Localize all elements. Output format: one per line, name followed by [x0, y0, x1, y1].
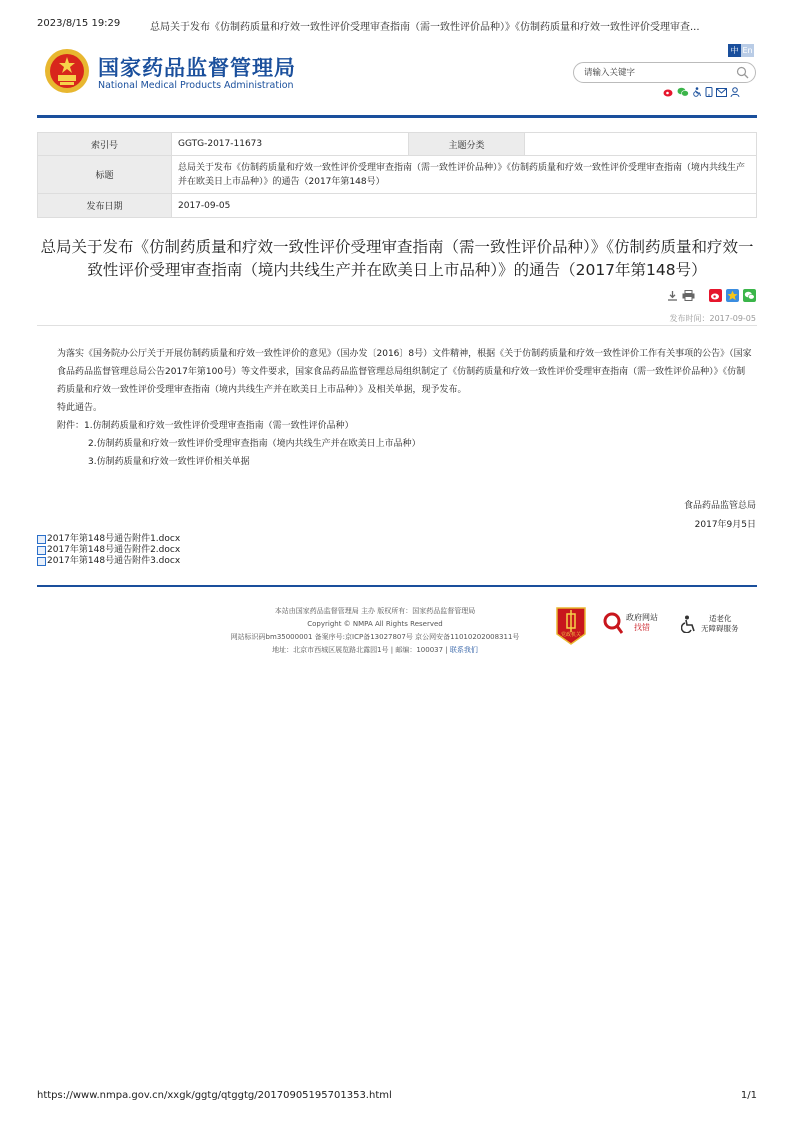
gov-badge-line1: 政府网站: [626, 613, 658, 622]
attachment-item: 2.仿制药质量和疗效一致性评价受理审查指南（境内共线生产并在欧美日上市品种）: [88, 439, 421, 449]
file-link[interactable]: 2017年第148号通告附件2.docx: [47, 545, 181, 555]
title-value: 总局关于发布《仿制药质量和疗效一致性评价受理审查指南（需一致性评价品种）》《仿制药质量和疗效一致性评价受理审查指南（境内共线生产并在欧美日上市品种）》的通告（2017年第148号）: [172, 156, 757, 194]
file-link[interactable]: 2017年第148号通告附件1.docx: [47, 534, 181, 544]
date-value: 2017-09-05: [172, 194, 757, 218]
gov-badge-text: [626, 613, 658, 633]
mail-icon[interactable]: [716, 88, 727, 97]
body-paragraph: 特此通告。: [57, 403, 103, 413]
footer-divider: [37, 585, 757, 587]
index-label: 索引号: [38, 133, 172, 156]
weibo-share-icon[interactable]: [709, 289, 722, 302]
print-page-title: 总局关于发布《仿制药质量和疗效一致性评价受理审查指南（需一致性评价品种）》《仿制药质量和疗效一致性评价受理审查...: [150, 22, 700, 33]
gov-site-report-badge[interactable]: [603, 612, 658, 634]
lang-en-button[interactable]: En: [742, 46, 753, 55]
file-link[interactable]: 2017年第148号通告附件3.docx: [47, 556, 181, 566]
footer-address: 地址：北京市西城区展览路北露园1号 | 邮编：100037 |: [272, 646, 448, 654]
signer: 食品药品监管总局: [683, 501, 756, 511]
category-value: [525, 133, 757, 156]
attachment-item: 附件：1.仿制药质量和疗效一致性评价受理审查指南（需一致性评价品种）: [57, 421, 354, 431]
metadata-table: [37, 132, 757, 218]
lang-zh-button[interactable]: 中: [728, 44, 741, 57]
footer-line: 本站由国家药品监督管理局 主办 版权所有：国家药品监督管理局: [274, 607, 476, 615]
accessibility-badge-text: [701, 614, 739, 634]
publish-time: 发布时间：2017-09-05: [669, 314, 756, 323]
download-icon[interactable]: [667, 290, 678, 301]
wechat-icon[interactable]: [677, 87, 689, 97]
user-icon[interactable]: [730, 87, 740, 97]
accessibility-icon[interactable]: [692, 87, 702, 97]
list-item[interactable]: [37, 545, 180, 556]
body-paragraph: 为落实《国务院办公厅关于开展仿制药质量和疗效一致性评价的意见》（国办发〔2016〕8号）文件精神，根据《关于仿制药质量和疗效一致性评价工作有关事项的公告》（国家食品药品监督管理总局公告2017年第100号）等文件要求，国家食品药品监督管理总局组织制定了《仿制药质量和疗效一致性评价受理审查指南（需一致性评价品种）》《仿制药质量和疗效一致性评价受理审查指南（境内共线生产并在欧美日上市品种）》及相关单据，现予发布。: [57, 349, 752, 395]
list-item[interactable]: [37, 556, 180, 567]
print-footer: [37, 1090, 757, 1101]
article-tools: [667, 289, 756, 302]
party-badge-icon: [555, 606, 587, 646]
magnifier-icon: [603, 612, 623, 634]
footer-info: [200, 605, 550, 657]
accessibility-line1: 适老化: [709, 614, 732, 623]
print-icon[interactable]: [682, 290, 695, 301]
search-icon[interactable]: [736, 66, 749, 79]
title-label: 标题: [38, 156, 172, 194]
contact-link[interactable]: 联系我们: [449, 646, 478, 654]
footer-line: [200, 644, 550, 657]
mobile-icon[interactable]: [705, 87, 713, 97]
qzone-share-icon[interactable]: [726, 289, 739, 302]
wheelchair-icon: [681, 615, 697, 633]
site-name-en: National Medical Products Administration: [98, 80, 294, 91]
language-switch: [728, 44, 754, 57]
article-body: [37, 345, 753, 471]
print-datetime: 2023/8/15 19:29: [37, 18, 121, 29]
category-label: 主题分类: [409, 133, 525, 156]
doc-file-icon: [37, 557, 46, 566]
date-label: 发布日期: [38, 194, 172, 218]
search-box: [573, 62, 756, 83]
sign-date: 2017年9月5日: [694, 520, 756, 530]
wechat-share-icon[interactable]: [743, 289, 756, 302]
article-divider: [37, 325, 757, 326]
file-list: [37, 534, 180, 567]
list-item[interactable]: [37, 534, 180, 545]
attachment-item: 3.仿制药质量和疗效一致性评价相关单据: [88, 457, 250, 467]
gov-badge-line2: 找错: [634, 623, 650, 632]
header-divider: [37, 115, 757, 118]
header-toolbar: [663, 87, 740, 97]
site-name-cn[interactable]: 国家药品监督管理局: [98, 56, 296, 80]
footer-line: Copyright © NMPA All Rights Reserved: [307, 620, 443, 628]
party-org-badge[interactable]: [555, 606, 587, 650]
doc-file-icon: [37, 546, 46, 555]
weibo-icon[interactable]: [663, 87, 674, 97]
article-title: 总局关于发布《仿制药质量和疗效一致性评价受理审查指南（需一致性评价品种）》《仿制药质量和疗效一致性评价受理审查指南（境内共线生产并在欧美日上市品种）》的通告（2017年第148号）: [40, 238, 754, 279]
table-row: [38, 194, 757, 218]
table-row: [38, 156, 757, 194]
table-row: [38, 133, 757, 156]
search-input[interactable]: [584, 65, 734, 80]
index-value: GGTG-2017-11673: [172, 133, 409, 156]
footer-line: 网站标识码bm35000001 备案序号:京ICP备13027807号 京公网安备11010202008311号: [230, 633, 520, 641]
accessibility-badge[interactable]: [681, 614, 739, 634]
accessibility-line2: 无障碍服务: [701, 624, 739, 633]
print-page-number: 1/1: [740, 1090, 757, 1101]
doc-file-icon: [37, 535, 46, 544]
national-emblem-icon[interactable]: [44, 48, 90, 94]
party-badge-text: 党政机关: [560, 632, 581, 638]
print-url: https://www.nmpa.gov.cn/xxgk/ggtg/qtggtg/20170905195701353.html: [37, 1090, 392, 1101]
